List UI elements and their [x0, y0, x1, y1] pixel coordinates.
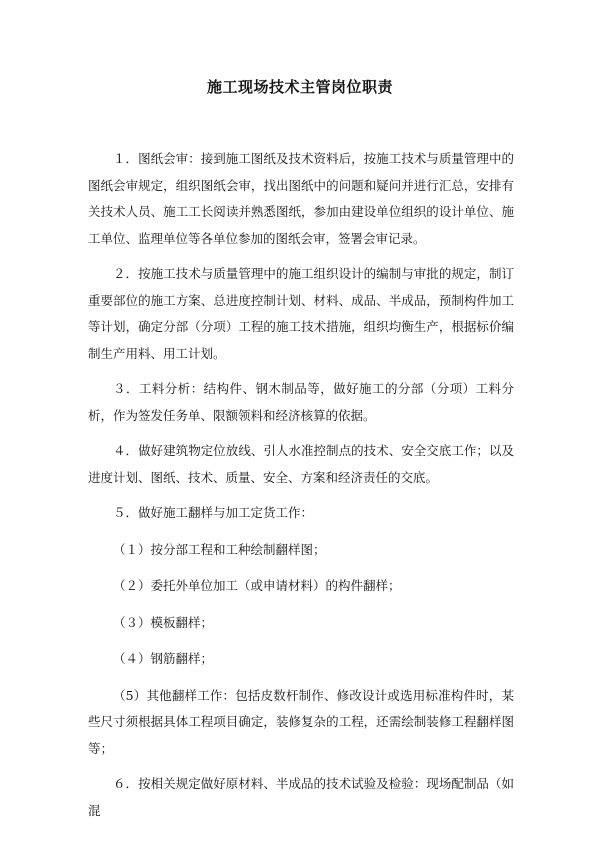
- list-item-5: （5）其他翻样工作：包括皮数杆制作、修改设计或选用标准构件时，某些尺寸须根据具体工程项目确定，装修复杂的工程，还需绘制装修工程翻样图等；: [88, 687, 514, 756]
- document-title: 施工现场技术主管岗位职责: [206, 78, 393, 96]
- paragraph-1-drawing-review: １．图纸会审：接到施工图纸及技术资料后，按施工技术与质量管理中的图纸会审规定，组织图纸会审，找出图纸中的问题和疑问并进行汇总，安排有关技术人员、施工工长阅读并熟悉图纸，参加由建设单位组织的设计单位、施工单位、监理单位等各单位参加的图纸会审，签署会审记录。: [88, 151, 514, 246]
- paragraph-4-technical-briefing: ４．做好建筑物定位放线、引人水准控制点的技术、安全交底工作；以及进度计划、图纸、技术、质量、安全、方案和经济责任的交底。: [88, 443, 514, 485]
- document-body: [88, 146, 514, 833]
- paragraph-2-construction-plan: ２．按施工技术与质量管理中的施工组织设计的编制与审批的规定，制订重要部位的施工方案、总进度控制计划、材料、成品、半成品，预制构件加工等计划，确定分部（分项）工程的施工技术措施，组织均衡生产，根据标价编制生产用料、用工计划。: [88, 266, 514, 361]
- paragraph-3-material-analysis: ３．工料分析：结构件、钢木制品等，做好施工的分部（分项）工料分析，作为签发任务单、限额领料和经济核算的依据。: [88, 381, 514, 423]
- list-item-2: （２）委托外单位加工（或申请材料）的构件翻样；: [113, 578, 401, 593]
- list-item-4: （４）钢筋翻样；: [113, 651, 214, 666]
- list-item-1: （１）按分部工程和工种绘制翻样图；: [113, 541, 326, 557]
- paragraph-6-material-testing: ６．按相关规定做好原材料、半成品的技术试验及检验：现场配制品（如混: [88, 776, 514, 818]
- list-item-3: （３）模板翻样；: [113, 614, 214, 630]
- paragraph-5-shop-drawings: ５．做好施工翻样与加工定货工作：: [113, 505, 314, 520]
